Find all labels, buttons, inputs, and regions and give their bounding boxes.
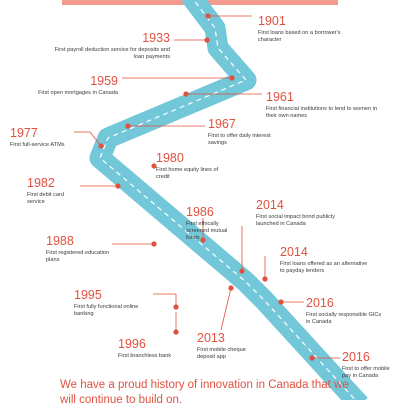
milestone-2014-payday xyxy=(280,245,368,275)
milestone-1996 xyxy=(118,337,188,360)
milestone-text: First home equity lines of credit xyxy=(156,167,219,180)
milestone-year: 1996 xyxy=(118,337,146,351)
milestone-text: First socially responsible GICs in Canada xyxy=(306,312,382,325)
milestone-marker-dot-0 xyxy=(205,13,210,18)
milestone-1901 xyxy=(258,14,350,44)
milestone-year: 1977 xyxy=(10,126,38,140)
milestone-text: First payroll deduction service for deposits and loan payments xyxy=(54,47,170,60)
milestone-text: First loans offered as an alternative to payday lenders xyxy=(280,261,368,274)
milestone-1933 xyxy=(52,31,170,61)
milestone-text: First financial institutions to lend to women in their own names xyxy=(266,106,377,119)
milestone-marker-dot-15 xyxy=(228,285,233,290)
milestone-year: 2016 xyxy=(306,296,334,310)
milestone-1980 xyxy=(156,151,226,181)
milestone-year: 2013 xyxy=(197,331,225,345)
milestone-year: 2014 xyxy=(280,245,308,259)
milestone-text: First to offer mobile pay in Canada xyxy=(342,366,390,379)
leader-line-15-0 xyxy=(221,288,231,330)
milestone-year: 1959 xyxy=(90,74,118,88)
milestone-year: 2016 xyxy=(342,350,370,364)
milestone-text: First registered education plans xyxy=(46,250,110,263)
milestone-2014-social-impact xyxy=(256,198,348,228)
milestone-1988 xyxy=(46,234,110,264)
milestone-1959 xyxy=(28,74,118,97)
milestone-marker-dot-4 xyxy=(125,123,130,128)
milestone-marker-dot-13 xyxy=(278,299,283,304)
milestone-text: First ethically screened mutual funds xyxy=(186,221,228,241)
milestone-year: 1986 xyxy=(186,205,214,219)
milestone-1982 xyxy=(27,176,79,206)
milestone-year: 1982 xyxy=(27,176,55,190)
milestone-text: First to offer daily interest savings xyxy=(208,133,271,146)
milestone-year: 1980 xyxy=(156,151,184,165)
milestone-marker-dot-9 xyxy=(239,268,244,273)
milestone-year: 1961 xyxy=(266,90,294,104)
milestone-text: First open mortgages in Canada xyxy=(38,90,118,96)
milestone-marker-dot-7 xyxy=(115,183,120,188)
milestone-text: First branchless bank xyxy=(118,353,172,359)
milestone-marker-dot-5 xyxy=(98,143,103,148)
milestone-year: 2014 xyxy=(256,198,284,212)
milestone-marker-dot-3 xyxy=(183,91,188,96)
milestone-2016-mobile-pay xyxy=(342,350,400,380)
milestone-year: 1995 xyxy=(74,288,102,302)
milestone-year: 1988 xyxy=(46,234,74,248)
milestone-marker-dot-11 xyxy=(262,276,267,281)
milestone-marker-dot-2 xyxy=(229,75,234,80)
milestone-1967 xyxy=(208,117,288,147)
milestone-2013 xyxy=(197,331,263,361)
milestone-text: First fully functional online banking xyxy=(74,304,139,317)
milestone-marker-dot-1 xyxy=(204,37,209,42)
milestone-text: First debit card service xyxy=(27,192,64,205)
milestone-1977 xyxy=(10,126,72,149)
milestone-text: First mobile cheque deposit app xyxy=(197,347,246,360)
milestone-1961 xyxy=(266,90,386,120)
milestone-text: First social impact bond publicly launched in Canada xyxy=(256,214,335,227)
milestone-marker-dot-12 xyxy=(173,304,178,309)
footer-tagline: We have a proud history of innovation in Canada that we will continue to build on. xyxy=(60,379,349,406)
milestone-1995 xyxy=(74,288,150,318)
milestone-text: First full-service ATMs xyxy=(10,142,65,148)
milestone-marker-dot-16 xyxy=(309,355,314,360)
milestone-1986 xyxy=(186,205,234,242)
milestone-marker-dot-10 xyxy=(151,241,156,246)
milestone-2016-gics xyxy=(306,296,382,326)
milestone-year: 1967 xyxy=(208,117,236,131)
milestone-marker-dot-14 xyxy=(173,329,178,334)
milestone-year: 1933 xyxy=(142,31,170,45)
milestone-year: 1901 xyxy=(258,14,286,28)
milestone-text: First loans based on a borrower's character xyxy=(258,30,341,43)
